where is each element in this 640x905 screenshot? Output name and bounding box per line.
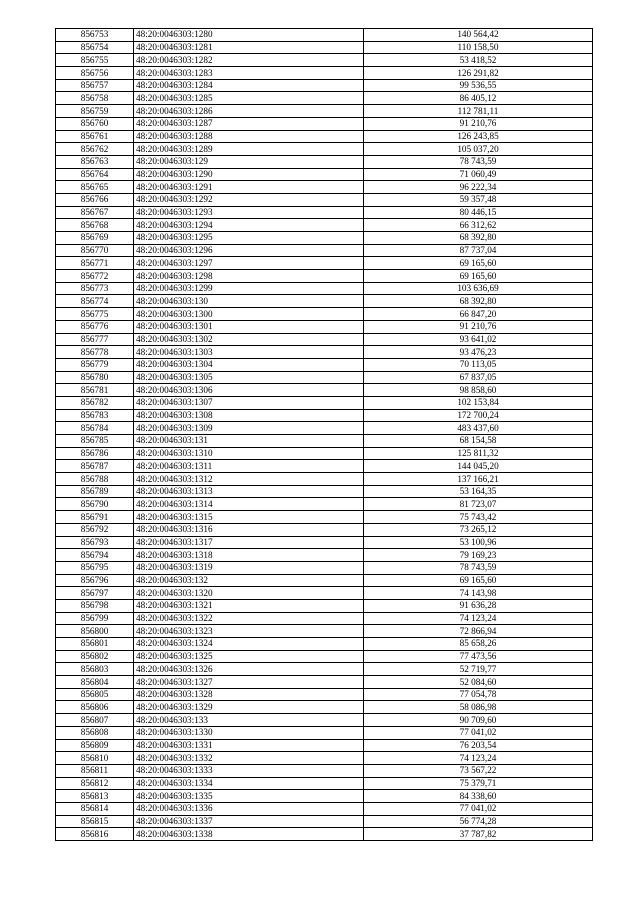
cadastral-number-cell: 48:20:0046303:1331 [134, 739, 364, 752]
table-row [56, 701, 593, 714]
cadastral-number-cell: 48:20:0046303:1289 [134, 143, 364, 156]
cadastral-value-cell: 79 169,23 [364, 549, 593, 562]
row-number-cell: 856793 [56, 536, 134, 549]
row-number-cell: 856759 [56, 105, 134, 118]
row-number-cell: 856763 [56, 155, 134, 168]
table-row [56, 29, 593, 42]
cadastral-number-cell: 48:20:0046303:1304 [134, 358, 364, 371]
table-row [56, 181, 593, 194]
row-number-cell: 856797 [56, 587, 134, 600]
cadastral-number-cell: 48:20:0046303:1295 [134, 232, 364, 245]
row-number-cell: 856792 [56, 523, 134, 536]
cadastral-value-cell: 98 858,60 [364, 384, 593, 397]
cadastral-value-cell: 140 564,42 [364, 29, 593, 42]
cadastral-value-cell: 72 866,94 [364, 625, 593, 638]
cadastral-value-cell: 81 723,07 [364, 498, 593, 511]
cadastral-number-cell: 48:20:0046303:1316 [134, 523, 364, 536]
table-row [56, 523, 593, 536]
table-row [56, 536, 593, 549]
cadastral-number-cell: 48:20:0046303:1300 [134, 308, 364, 321]
cadastral-value-cell: 58 086,98 [364, 701, 593, 714]
table-row [56, 295, 593, 308]
row-number-cell: 856800 [56, 625, 134, 638]
cadastral-number-cell: 48:20:0046303:1309 [134, 422, 364, 435]
cadastral-value-cell: 66 847,20 [364, 308, 593, 321]
cadastral-number-cell: 48:20:0046303:1334 [134, 777, 364, 790]
table-row [56, 346, 593, 359]
table-row [56, 232, 593, 245]
table-row [56, 244, 593, 257]
row-number-cell: 856765 [56, 181, 134, 194]
row-number-cell: 856798 [56, 599, 134, 612]
row-number-cell: 856766 [56, 193, 134, 206]
table-row [56, 574, 593, 587]
cadastral-value-cell: 96 222,34 [364, 181, 593, 194]
cadastral-number-cell: 48:20:0046303:1296 [134, 244, 364, 257]
row-number-cell: 856754 [56, 41, 134, 54]
cadastral-value-cell: 77 473,56 [364, 650, 593, 663]
row-number-cell: 856787 [56, 460, 134, 473]
cadastral-number-cell: 48:20:0046303:130 [134, 295, 364, 308]
cadastral-value-cell: 85 658,26 [364, 638, 593, 651]
row-number-cell: 856794 [56, 549, 134, 562]
cadastral-value-cell: 74 123,24 [364, 612, 593, 625]
row-number-cell: 856795 [56, 561, 134, 574]
table-row [56, 308, 593, 321]
row-number-cell: 856808 [56, 726, 134, 739]
cadastral-number-cell: 48:20:0046303:1319 [134, 561, 364, 574]
cadastral-value-cell: 66 312,62 [364, 219, 593, 232]
cadastral-value-cell: 78 743,59 [364, 155, 593, 168]
cadastral-number-cell: 48:20:0046303:1283 [134, 67, 364, 80]
cadastral-value-cell: 91 636,28 [364, 599, 593, 612]
cadastral-value-cell: 102 153,84 [364, 396, 593, 409]
cadastral-value-cell: 78 743,59 [364, 561, 593, 574]
cadastral-value-cell: 93 476,23 [364, 346, 593, 359]
table-row [56, 117, 593, 130]
cadastral-number-cell: 48:20:0046303:1308 [134, 409, 364, 422]
table-row [56, 676, 593, 689]
cadastral-number-cell: 48:20:0046303:1324 [134, 638, 364, 651]
cadastral-number-cell: 48:20:0046303:1291 [134, 181, 364, 194]
row-number-cell: 856760 [56, 117, 134, 130]
cadastral-value-cell: 86 405,12 [364, 92, 593, 105]
row-number-cell: 856785 [56, 435, 134, 448]
row-number-cell: 856804 [56, 676, 134, 689]
cadastral-number-cell: 48:20:0046303:1329 [134, 701, 364, 714]
table-row [56, 764, 593, 777]
row-number-cell: 856783 [56, 409, 134, 422]
cadastral-number-cell: 48:20:0046303:1315 [134, 511, 364, 524]
table-row [56, 92, 593, 105]
cadastral-value-cell: 93 641,02 [364, 333, 593, 346]
table-row [56, 549, 593, 562]
table-row [56, 105, 593, 118]
cadastral-value-cell: 103 636,69 [364, 282, 593, 295]
table-row [56, 752, 593, 765]
row-number-cell: 856772 [56, 270, 134, 283]
table-row [56, 638, 593, 651]
table-row [56, 79, 593, 92]
row-number-cell: 856814 [56, 802, 134, 815]
table-row [56, 371, 593, 384]
cadastral-number-cell: 48:20:0046303:1328 [134, 688, 364, 701]
cadastral-number-cell: 48:20:0046303:1288 [134, 130, 364, 143]
cadastral-number-cell: 48:20:0046303:1280 [134, 29, 364, 42]
row-number-cell: 856782 [56, 396, 134, 409]
row-number-cell: 856784 [56, 422, 134, 435]
row-number-cell: 856805 [56, 688, 134, 701]
row-number-cell: 856786 [56, 447, 134, 460]
cadastral-value-cell: 73 265,12 [364, 523, 593, 536]
table-row [56, 219, 593, 232]
row-number-cell: 856789 [56, 485, 134, 498]
cadastral-value-cell: 77 041,02 [364, 802, 593, 815]
table-row [56, 460, 593, 473]
cadastral-value-cell: 67 837,05 [364, 371, 593, 384]
table-row [56, 396, 593, 409]
cadastral-number-cell: 48:20:0046303:1285 [134, 92, 364, 105]
row-number-cell: 856809 [56, 739, 134, 752]
table-row [56, 612, 593, 625]
table-row [56, 282, 593, 295]
cadastral-value-cell: 59 357,48 [364, 193, 593, 206]
table-row [56, 802, 593, 815]
cadastral-value-table [55, 28, 593, 841]
cadastral-number-cell: 48:20:0046303:1338 [134, 828, 364, 841]
cadastral-value-cell: 91 210,76 [364, 117, 593, 130]
row-number-cell: 856779 [56, 358, 134, 371]
table-row [56, 587, 593, 600]
cadastral-value-cell: 126 291,82 [364, 67, 593, 80]
cadastral-number-cell: 48:20:0046303:1337 [134, 815, 364, 828]
cadastral-number-cell: 48:20:0046303:133 [134, 714, 364, 727]
table-row [56, 739, 593, 752]
table-row [56, 511, 593, 524]
row-number-cell: 856790 [56, 498, 134, 511]
row-number-cell: 856757 [56, 79, 134, 92]
table-row [56, 485, 593, 498]
cadastral-number-cell: 48:20:0046303:1284 [134, 79, 364, 92]
row-number-cell: 856796 [56, 574, 134, 587]
table-row [56, 815, 593, 828]
row-number-cell: 856791 [56, 511, 134, 524]
cadastral-value-cell: 75 379,71 [364, 777, 593, 790]
cadastral-value-cell: 105 037,20 [364, 143, 593, 156]
cadastral-number-cell: 48:20:0046303:1333 [134, 764, 364, 777]
row-number-cell: 856806 [56, 701, 134, 714]
row-number-cell: 856816 [56, 828, 134, 841]
row-number-cell: 856813 [56, 790, 134, 803]
cadastral-number-cell: 48:20:0046303:1312 [134, 473, 364, 486]
cadastral-value-cell: 137 166,21 [364, 473, 593, 486]
row-number-cell: 856780 [56, 371, 134, 384]
row-number-cell: 856767 [56, 206, 134, 219]
cadastral-number-cell: 48:20:0046303:1287 [134, 117, 364, 130]
cadastral-number-cell: 48:20:0046303:1322 [134, 612, 364, 625]
table-row [56, 625, 593, 638]
cadastral-number-cell: 48:20:0046303:1327 [134, 676, 364, 689]
cadastral-number-cell: 48:20:0046303:1306 [134, 384, 364, 397]
row-number-cell: 856810 [56, 752, 134, 765]
cadastral-number-cell: 48:20:0046303:1281 [134, 41, 364, 54]
row-number-cell: 856802 [56, 650, 134, 663]
cadastral-number-cell: 48:20:0046303:1323 [134, 625, 364, 638]
table-row [56, 435, 593, 448]
row-number-cell: 856768 [56, 219, 134, 232]
row-number-cell: 856812 [56, 777, 134, 790]
cadastral-value-cell: 125 811,32 [364, 447, 593, 460]
cadastral-value-cell: 53 418,52 [364, 54, 593, 67]
row-number-cell: 856803 [56, 663, 134, 676]
table-row [56, 726, 593, 739]
cadastral-number-cell: 48:20:0046303:1282 [134, 54, 364, 67]
table-row [56, 409, 593, 422]
cadastral-number-cell: 48:20:0046303:1332 [134, 752, 364, 765]
cadastral-number-cell: 48:20:0046303:1317 [134, 536, 364, 549]
row-number-cell: 856769 [56, 232, 134, 245]
cadastral-number-cell: 48:20:0046303:1330 [134, 726, 364, 739]
cadastral-value-cell: 68 154,58 [364, 435, 593, 448]
cadastral-number-cell: 48:20:0046303:1321 [134, 599, 364, 612]
cadastral-number-cell: 48:20:0046303:1318 [134, 549, 364, 562]
row-number-cell: 856755 [56, 54, 134, 67]
cadastral-number-cell: 48:20:0046303:1307 [134, 396, 364, 409]
cadastral-number-cell: 48:20:0046303:1297 [134, 257, 364, 270]
cadastral-number-cell: 48:20:0046303:1293 [134, 206, 364, 219]
cadastral-value-cell: 84 338,60 [364, 790, 593, 803]
table-row [56, 828, 593, 841]
row-number-cell: 856771 [56, 257, 134, 270]
row-number-cell: 856815 [56, 815, 134, 828]
table-row [56, 41, 593, 54]
table-row [56, 358, 593, 371]
cadastral-value-cell: 77 054,78 [364, 688, 593, 701]
row-number-cell: 856756 [56, 67, 134, 80]
table-row [56, 320, 593, 333]
cadastral-number-cell: 48:20:0046303:1302 [134, 333, 364, 346]
cadastral-value-cell: 69 165,60 [364, 257, 593, 270]
row-number-cell: 856761 [56, 130, 134, 143]
cadastral-value-cell: 99 536,55 [364, 79, 593, 92]
table-row [56, 143, 593, 156]
cadastral-number-cell: 48:20:0046303:129 [134, 155, 364, 168]
cadastral-number-cell: 48:20:0046303:1290 [134, 168, 364, 181]
table-row [56, 447, 593, 460]
table-row [56, 714, 593, 727]
cadastral-number-cell: 48:20:0046303:1310 [134, 447, 364, 460]
cadastral-value-cell: 73 567,22 [364, 764, 593, 777]
row-number-cell: 856778 [56, 346, 134, 359]
table-row [56, 599, 593, 612]
cadastral-value-cell: 74 123,24 [364, 752, 593, 765]
table-row [56, 790, 593, 803]
cadastral-value-cell: 68 392,80 [364, 232, 593, 245]
table-row [56, 270, 593, 283]
cadastral-value-cell: 52 084,60 [364, 676, 593, 689]
cadastral-value-cell: 76 203,54 [364, 739, 593, 752]
cadastral-number-cell: 48:20:0046303:131 [134, 435, 364, 448]
cadastral-number-cell: 48:20:0046303:1294 [134, 219, 364, 232]
table-row [56, 650, 593, 663]
table-row [56, 333, 593, 346]
table-row [56, 473, 593, 486]
table-row [56, 130, 593, 143]
cadastral-value-cell: 483 437,60 [364, 422, 593, 435]
row-number-cell: 856788 [56, 473, 134, 486]
row-number-cell: 856807 [56, 714, 134, 727]
cadastral-value-cell: 70 113,05 [364, 358, 593, 371]
cadastral-number-cell: 48:20:0046303:1336 [134, 802, 364, 815]
cadastral-value-cell: 37 787,82 [364, 828, 593, 841]
cadastral-number-cell: 48:20:0046303:1335 [134, 790, 364, 803]
row-number-cell: 856770 [56, 244, 134, 257]
table-row [56, 663, 593, 676]
cadastral-value-cell: 75 743,42 [364, 511, 593, 524]
cadastral-value-cell: 56 774,28 [364, 815, 593, 828]
row-number-cell: 856775 [56, 308, 134, 321]
table-row [56, 561, 593, 574]
table-row [56, 193, 593, 206]
cadastral-value-cell: 53 100,96 [364, 536, 593, 549]
cadastral-number-cell: 48:20:0046303:1320 [134, 587, 364, 600]
cadastral-value-cell: 71 060,49 [364, 168, 593, 181]
cadastral-number-cell: 48:20:0046303:1299 [134, 282, 364, 295]
table-row [56, 155, 593, 168]
row-number-cell: 856774 [56, 295, 134, 308]
table-row [56, 257, 593, 270]
cadastral-value-cell: 91 210,76 [364, 320, 593, 333]
table-row [56, 67, 593, 80]
row-number-cell: 856753 [56, 29, 134, 42]
row-number-cell: 856776 [56, 320, 134, 333]
row-number-cell: 856762 [56, 143, 134, 156]
cadastral-value-cell: 52 719,77 [364, 663, 593, 676]
table-body [56, 29, 593, 841]
row-number-cell: 856758 [56, 92, 134, 105]
row-number-cell: 856764 [56, 168, 134, 181]
table-row [56, 498, 593, 511]
cadastral-value-cell: 90 709,60 [364, 714, 593, 727]
cadastral-number-cell: 48:20:0046303:1313 [134, 485, 364, 498]
cadastral-number-cell: 48:20:0046303:1305 [134, 371, 364, 384]
cadastral-number-cell: 48:20:0046303:1298 [134, 270, 364, 283]
cadastral-value-cell: 77 041,02 [364, 726, 593, 739]
table-row [56, 777, 593, 790]
cadastral-number-cell: 48:20:0046303:1301 [134, 320, 364, 333]
row-number-cell: 856781 [56, 384, 134, 397]
row-number-cell: 856811 [56, 764, 134, 777]
cadastral-number-cell: 48:20:0046303:132 [134, 574, 364, 587]
cadastral-number-cell: 48:20:0046303:1286 [134, 105, 364, 118]
cadastral-number-cell: 48:20:0046303:1292 [134, 193, 364, 206]
row-number-cell: 856801 [56, 638, 134, 651]
cadastral-value-cell: 126 243,85 [364, 130, 593, 143]
row-number-cell: 856773 [56, 282, 134, 295]
table-row [56, 688, 593, 701]
cadastral-value-cell: 87 737,04 [364, 244, 593, 257]
cadastral-value-cell: 74 143,98 [364, 587, 593, 600]
cadastral-value-cell: 172 700,24 [364, 409, 593, 422]
row-number-cell: 856777 [56, 333, 134, 346]
cadastral-value-cell: 110 158,50 [364, 41, 593, 54]
table-row [56, 206, 593, 219]
cadastral-value-cell: 112 781,11 [364, 105, 593, 118]
cadastral-value-cell: 53 164,35 [364, 485, 593, 498]
row-number-cell: 856799 [56, 612, 134, 625]
cadastral-number-cell: 48:20:0046303:1314 [134, 498, 364, 511]
cadastral-number-cell: 48:20:0046303:1325 [134, 650, 364, 663]
table-row [56, 384, 593, 397]
cadastral-number-cell: 48:20:0046303:1311 [134, 460, 364, 473]
table-row [56, 54, 593, 67]
table-row [56, 422, 593, 435]
cadastral-number-cell: 48:20:0046303:1303 [134, 346, 364, 359]
cadastral-value-cell: 144 045,20 [364, 460, 593, 473]
table-row [56, 168, 593, 181]
cadastral-value-cell: 69 165,60 [364, 574, 593, 587]
cadastral-value-cell: 80 446,15 [364, 206, 593, 219]
cadastral-value-cell: 69 165,60 [364, 270, 593, 283]
cadastral-value-cell: 68 392,80 [364, 295, 593, 308]
cadastral-number-cell: 48:20:0046303:1326 [134, 663, 364, 676]
